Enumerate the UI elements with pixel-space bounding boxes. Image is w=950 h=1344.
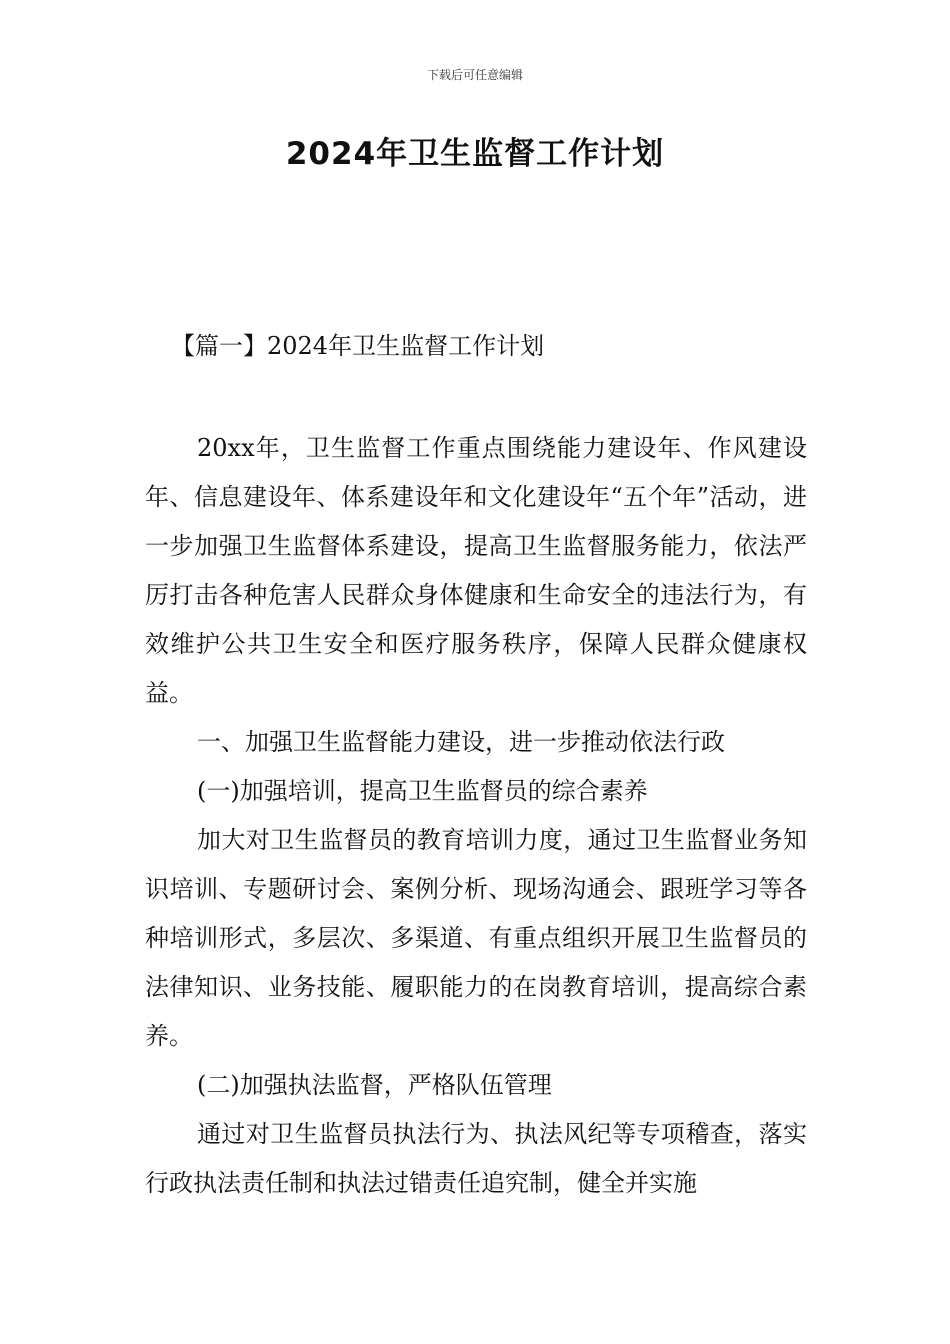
paragraph-intro: 20xx年，卫生监督工作重点围绕能力建设年、作风建设年、信息建设年、体系建设年和文化建设年“五个年”活动，进一步加强卫生监督体系建设，提高卫生监督服务能力，依法严厉打击各种危害人民群众身体健康和生命安全的违法行为，有效维护公共卫生安全和医疗服务秩序，保障人民群众健康权益。 xyxy=(145,434,807,707)
header-note: 下载后可任意编辑 xyxy=(426,68,523,82)
heading-level2-training: (一)加强培训，提高卫生监督员的综合素养 xyxy=(197,777,648,805)
heading-level2-enforcement: (二)加强执法监督，严格队伍管理 xyxy=(197,1071,552,1099)
document-title: 2024年卫生监督工作计划 xyxy=(285,136,665,172)
section-heading: 【篇一】2024年卫生监督工作计划 xyxy=(171,332,545,360)
heading-level1-capacity-building: 一、加强卫生监督能力建设，进一步推动依法行政 xyxy=(197,728,725,756)
document-body xyxy=(145,322,807,1208)
paragraph-enforcement: 通过对卫生监督员执法行为、执法风纪等专项稽查，落实行政执法责任制和执法过错责任追究制，健全并实施 xyxy=(145,1120,807,1197)
paragraph-training: 加大对卫生监督员的教育培训力度，通过卫生监督业务知识培训、专题研讨会、案例分析、现场沟通会、跟班学习等各种培训形式，多层次、多渠道、有重点组织开展卫生监督员的法律知识、业务技能、履职能力的在岗教育培训，提高综合素养。 xyxy=(145,826,807,1050)
